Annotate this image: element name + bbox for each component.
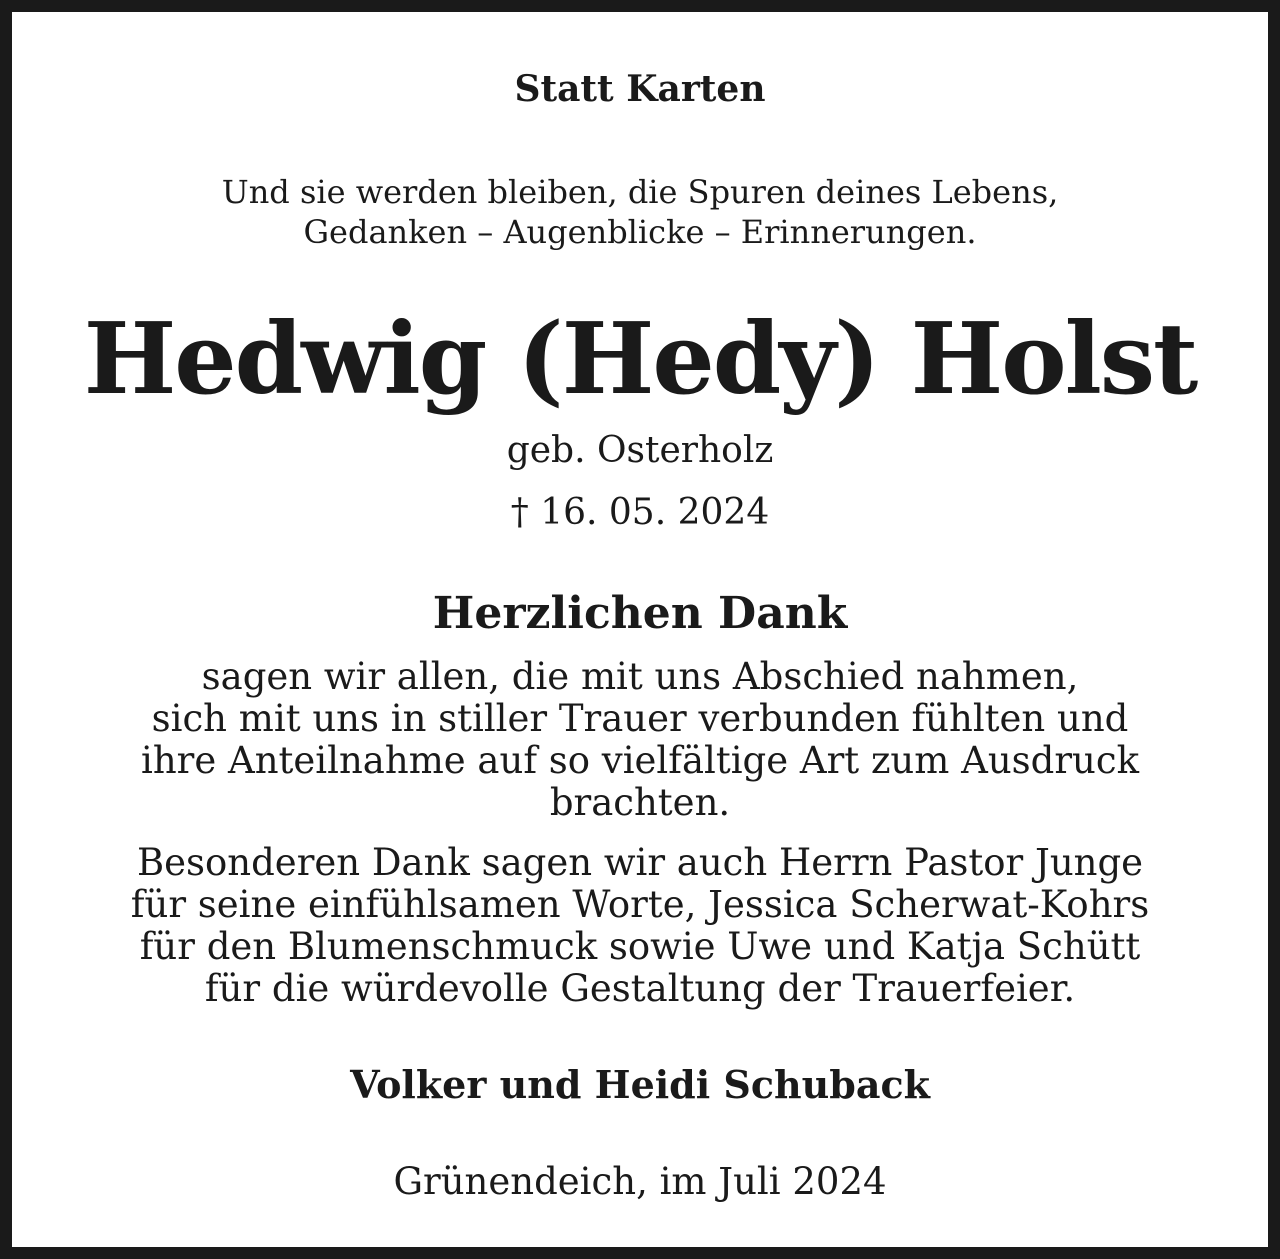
paragraph-line: sagen wir allen, die mit uns Abschied nahmen, <box>201 655 1079 698</box>
birth-name: geb. Osterholz <box>506 430 774 471</box>
motto-line: Gedanken – Augenblicke – Erinnerungen. <box>303 213 977 251</box>
motto-line: Und sie werden bleiben, die Spuren deines Lebens, <box>221 173 1059 211</box>
paragraph-line: für den Blumenschmuck sowie Uwe und Katja Schütt <box>139 925 1141 968</box>
paragraph-line: brachten. <box>549 781 731 824</box>
paragraph-line: Besonderen Dank sagen wir auch Herrn Pastor Junge <box>136 841 1144 884</box>
signature: Volker und Heidi Schuback <box>350 1062 930 1107</box>
notice-header: Statt Karten <box>514 68 766 110</box>
paragraph-line: sich mit uns in stiller Trauer verbunden fühlten und <box>151 697 1129 740</box>
paragraph-line: ihre Anteilnahme auf so vielfältige Art zum Ausdruck <box>140 739 1139 782</box>
place-date: Grünendeich, im Juli 2024 <box>393 1160 887 1203</box>
deceased-name: Hedwig (Hedy) Holst <box>83 302 1197 417</box>
paragraph-line: für seine einfühlsamen Worte, Jessica Scherwat-Kohrs <box>130 883 1150 926</box>
death-date: † 16. 05. 2024 <box>510 492 770 533</box>
thanks-heading: Herzlichen Dank <box>432 588 848 639</box>
paragraph-line: für die würdevolle Gestaltung der Trauerfeier. <box>204 967 1076 1010</box>
